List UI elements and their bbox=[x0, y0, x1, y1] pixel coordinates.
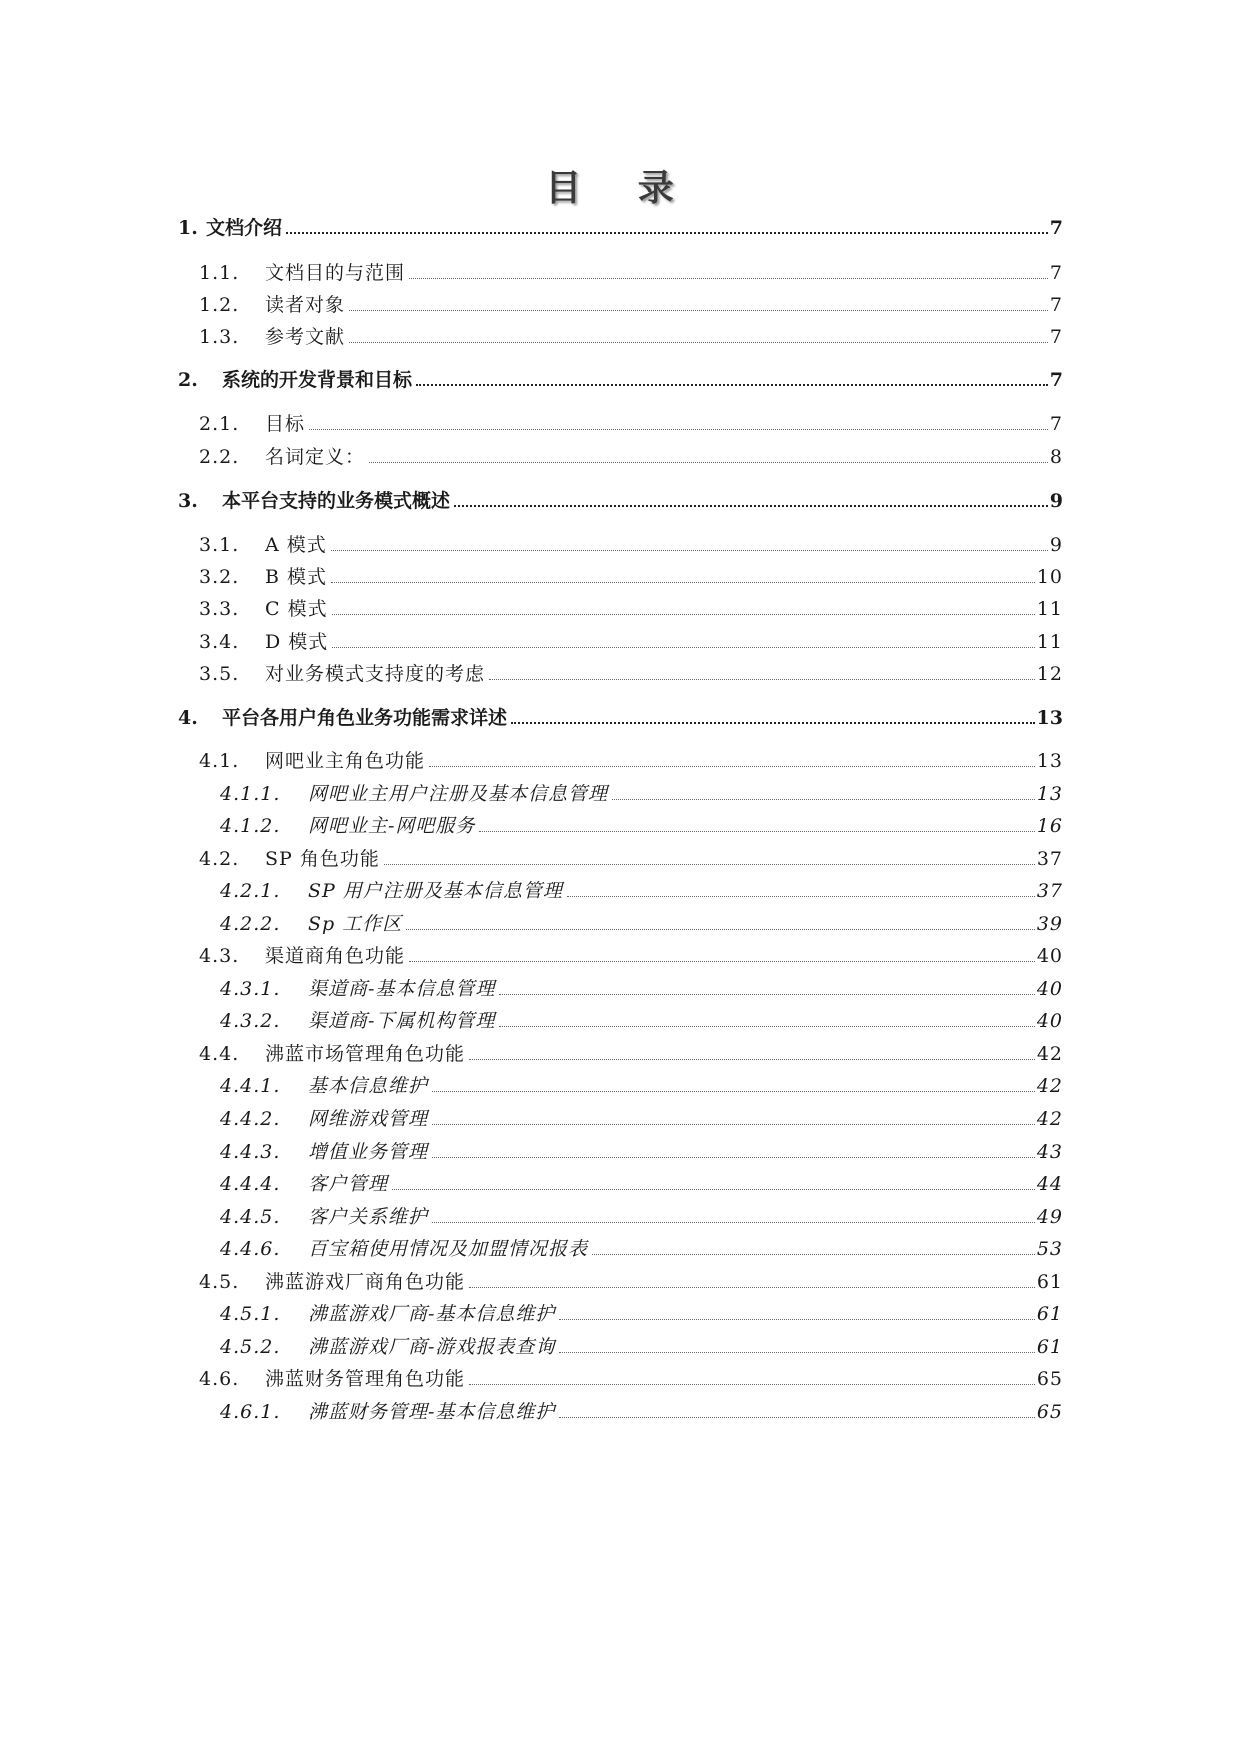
toc-entry-number: 1.2. bbox=[199, 294, 240, 316]
toc-entry-1-2[interactable] bbox=[199, 289, 1063, 317]
toc-entry-page: 61 bbox=[1036, 1303, 1063, 1325]
dot-leader bbox=[406, 928, 1035, 930]
toc-entry-page: 40 bbox=[1036, 945, 1063, 967]
dot-leader bbox=[429, 765, 1035, 767]
toc-entry-number: 4.5. bbox=[199, 1271, 240, 1293]
toc-entry-title: 网吧业主角色功能 bbox=[265, 750, 426, 772]
toc-entry-title: D 模式 bbox=[265, 631, 329, 653]
toc-entry-page: 9 bbox=[1049, 490, 1063, 512]
toc-entry-number: 3.4. bbox=[199, 631, 240, 653]
dot-leader bbox=[384, 863, 1035, 865]
toc-entry-page: 10 bbox=[1036, 566, 1063, 588]
toc-entry-1-3[interactable] bbox=[199, 321, 1063, 349]
toc-entry-4-5[interactable] bbox=[199, 1266, 1063, 1294]
toc-entry-2-2[interactable] bbox=[199, 441, 1063, 469]
toc-entry-title: 本平台支持的业务模式概述 bbox=[222, 490, 451, 512]
toc-entry-page: 16 bbox=[1036, 815, 1063, 837]
dot-leader bbox=[349, 309, 1048, 311]
toc-entry-3-3[interactable] bbox=[199, 593, 1063, 621]
dot-leader bbox=[332, 613, 1035, 615]
toc-entry-page: 9 bbox=[1049, 534, 1063, 556]
toc-title: 目 录 bbox=[545, 167, 696, 209]
dot-leader bbox=[559, 1351, 1034, 1353]
toc-entry-number: 1.3. bbox=[199, 326, 240, 348]
dot-leader bbox=[469, 1058, 1035, 1060]
toc-entry-number: 4.1.1. bbox=[220, 783, 281, 805]
toc-entry-title: A 模式 bbox=[265, 534, 327, 556]
toc-entry-page: 13 bbox=[1036, 783, 1063, 805]
toc-entry-title: 参考文献 bbox=[265, 326, 346, 348]
toc-entry-number: 4.4.6. bbox=[220, 1238, 281, 1260]
toc-entry-page: 43 bbox=[1036, 1141, 1063, 1163]
toc-entry-title: SP 用户注册及基本信息管理 bbox=[308, 880, 563, 902]
dot-leader bbox=[592, 1253, 1035, 1255]
toc-entry-4-4-2[interactable] bbox=[220, 1103, 1063, 1131]
toc-entry-title: 网吧业主用户注册及基本信息管理 bbox=[308, 783, 609, 805]
toc-entry-4-3-1[interactable] bbox=[220, 973, 1063, 1001]
dot-leader bbox=[469, 1383, 1035, 1385]
toc-entry-4-6[interactable] bbox=[199, 1363, 1063, 1391]
toc-entry-page: 11 bbox=[1036, 598, 1063, 620]
toc-entry-number: 4.3.1. bbox=[220, 978, 281, 1000]
toc-entry-title: 渠道商-基本信息管理 bbox=[308, 978, 496, 1000]
toc-entry-title: 名词定义： bbox=[265, 446, 366, 468]
toc-entry-4-1[interactable] bbox=[199, 745, 1063, 773]
toc-entry-title: 平台各用户角色业务功能需求详述 bbox=[222, 707, 508, 729]
toc-entry-title: 目标 bbox=[265, 413, 306, 435]
dot-leader bbox=[309, 428, 1048, 430]
toc-entry-title: 读者对象 bbox=[265, 294, 346, 316]
toc-entry-number: 3.3. bbox=[199, 598, 240, 620]
toc-entry-4-2-2[interactable] bbox=[220, 908, 1063, 936]
toc-entry-number: 4.1.2. bbox=[220, 815, 281, 837]
toc-entry-title: C 模式 bbox=[265, 598, 328, 620]
dot-leader bbox=[567, 895, 1035, 897]
toc-entry-number: 4.4.2. bbox=[220, 1108, 281, 1130]
toc-entry-number: 2.1. bbox=[199, 413, 240, 435]
toc-entry-page: 42 bbox=[1036, 1043, 1063, 1065]
toc-entry-title: 渠道商角色功能 bbox=[265, 945, 406, 967]
toc-entry-page: 44 bbox=[1036, 1173, 1063, 1195]
toc-entry-number: 3. bbox=[178, 490, 198, 512]
dot-leader bbox=[499, 1025, 1034, 1027]
toc-entry-title: 网吧业主-网吧服务 bbox=[308, 815, 476, 837]
toc-entry-page: 37 bbox=[1036, 848, 1063, 870]
toc-entry-4-4-6[interactable] bbox=[220, 1233, 1063, 1261]
toc-entry-3[interactable] bbox=[178, 485, 1063, 513]
toc-entry-4-4-5[interactable] bbox=[220, 1201, 1063, 1229]
toc-entry-4-2-1[interactable] bbox=[220, 875, 1063, 903]
toc-entry-number: 4.5.2. bbox=[220, 1336, 281, 1358]
dot-leader bbox=[409, 277, 1048, 279]
dot-leader bbox=[511, 721, 1035, 724]
toc-entry-number: 4.4.1. bbox=[220, 1075, 281, 1097]
toc-entry-number: 4.5.1. bbox=[220, 1303, 281, 1325]
toc-entry-number: 2. bbox=[178, 369, 198, 391]
toc-entry-title: 沸蓝市场管理角色功能 bbox=[265, 1043, 466, 1065]
toc-entry-number: 4.2. bbox=[199, 848, 240, 870]
toc-entry-page: 7 bbox=[1049, 369, 1063, 391]
dot-leader bbox=[409, 960, 1035, 962]
toc-entry-4-1-2[interactable] bbox=[220, 810, 1063, 838]
dot-leader bbox=[286, 231, 1048, 234]
toc-entry-title: 客户关系维护 bbox=[308, 1206, 429, 1228]
dot-leader bbox=[369, 461, 1048, 463]
toc-entry-page: 42 bbox=[1036, 1075, 1063, 1097]
toc-entry-title: B 模式 bbox=[265, 566, 328, 588]
toc-entry-number: 1.1. bbox=[199, 262, 240, 284]
toc-entry-title: 增值业务管理 bbox=[308, 1141, 429, 1163]
dot-leader bbox=[331, 549, 1048, 551]
toc-entry-page: 7 bbox=[1049, 294, 1063, 316]
dot-leader bbox=[612, 798, 1035, 800]
toc-entry-page: 53 bbox=[1036, 1238, 1063, 1260]
toc-entry-title: 沸蓝游戏厂商-基本信息维护 bbox=[308, 1303, 556, 1325]
toc-entry-number: 4.4.4. bbox=[220, 1173, 281, 1195]
dot-leader bbox=[432, 1221, 1035, 1223]
dot-leader bbox=[432, 1090, 1035, 1092]
toc-entry-title: 文档目的与范围 bbox=[265, 262, 406, 284]
toc-entry-title: 沸蓝财务管理-基本信息维护 bbox=[308, 1401, 556, 1423]
toc-entry-page: 61 bbox=[1036, 1271, 1063, 1293]
dot-leader bbox=[432, 1123, 1035, 1125]
toc-entry-page: 42 bbox=[1036, 1108, 1063, 1130]
toc-entry-page: 40 bbox=[1036, 1010, 1063, 1032]
toc-entry-page: 65 bbox=[1036, 1401, 1063, 1423]
toc-entry-title: 沸蓝游戏厂商-游戏报表查询 bbox=[308, 1336, 556, 1358]
toc-entry-3-2[interactable] bbox=[199, 561, 1063, 589]
toc-entry-number: 4. bbox=[178, 707, 198, 729]
toc-entry-number: 4.4. bbox=[199, 1043, 240, 1065]
toc-entry-page: 8 bbox=[1049, 446, 1063, 468]
dot-leader bbox=[454, 504, 1048, 507]
dot-leader bbox=[559, 1318, 1034, 1320]
toc-entry-4-6-1[interactable] bbox=[220, 1396, 1063, 1424]
toc-entry-number: 3.1. bbox=[199, 534, 240, 556]
dot-leader bbox=[559, 1416, 1034, 1418]
dot-leader bbox=[499, 993, 1034, 995]
toc-entry-title: 系统的开发背景和目标 bbox=[222, 369, 413, 391]
toc-entry-page: 37 bbox=[1036, 880, 1063, 902]
toc-entry-3-4[interactable] bbox=[199, 626, 1063, 654]
dot-leader bbox=[332, 646, 1035, 648]
toc-entry-title: 客户管理 bbox=[308, 1173, 389, 1195]
dot-leader bbox=[489, 678, 1035, 680]
toc-entry-4-3-2[interactable] bbox=[220, 1005, 1063, 1033]
toc-entry-number: 4.3. bbox=[199, 945, 240, 967]
toc-entry-4-4[interactable] bbox=[199, 1038, 1063, 1066]
dot-leader bbox=[392, 1188, 1035, 1190]
toc-entry-title: 对业务模式支持度的考虑 bbox=[265, 663, 486, 685]
toc-entry-title: SP 角色功能 bbox=[265, 848, 380, 870]
toc-entry-4[interactable] bbox=[178, 702, 1063, 730]
toc-entry-2-1[interactable] bbox=[199, 408, 1063, 436]
dot-leader bbox=[479, 830, 1034, 832]
dot-leader bbox=[432, 1156, 1035, 1158]
toc-entry-number: 4.3.2. bbox=[220, 1010, 281, 1032]
toc-entry-page: 61 bbox=[1036, 1336, 1063, 1358]
toc-entry-number: 4.2.1. bbox=[220, 880, 281, 902]
toc-entry-number: 3.5. bbox=[199, 663, 240, 685]
dot-leader bbox=[416, 383, 1048, 386]
toc-entry-4-1-1[interactable] bbox=[220, 778, 1063, 806]
toc-entry-4-4-4[interactable] bbox=[220, 1168, 1063, 1196]
toc-entry-page: 49 bbox=[1036, 1206, 1063, 1228]
toc-entry-1-1[interactable] bbox=[199, 257, 1063, 285]
toc-entry-4-4-3[interactable] bbox=[220, 1136, 1063, 1164]
toc-entry-title: 网维游戏管理 bbox=[308, 1108, 429, 1130]
toc-entry-4-5-2[interactable] bbox=[220, 1331, 1063, 1359]
toc-entry-2[interactable] bbox=[178, 364, 1063, 392]
toc-entry-page: 7 bbox=[1049, 413, 1063, 435]
toc-entry-3-5[interactable] bbox=[199, 658, 1063, 686]
toc-entry-number: 4.6.1. bbox=[220, 1401, 281, 1423]
toc-entry-number: 2.2. bbox=[199, 446, 240, 468]
toc-entry-number: 4.1. bbox=[199, 750, 240, 772]
toc-entry-title: 沸蓝游戏厂商角色功能 bbox=[265, 1271, 466, 1293]
toc-entry-number: 4.6. bbox=[199, 1368, 240, 1390]
toc-entry-page: 7 bbox=[1049, 262, 1063, 284]
toc-entry-title: 渠道商-下属机构管理 bbox=[308, 1010, 496, 1032]
toc-entry-title: 基本信息维护 bbox=[308, 1075, 429, 1097]
toc-entry-page: 7 bbox=[1049, 326, 1063, 348]
toc-entry-page: 12 bbox=[1036, 663, 1063, 685]
toc-entry-number: 4.4.3. bbox=[220, 1141, 281, 1163]
toc-entry-1[interactable] bbox=[178, 212, 1063, 240]
toc-entry-page: 13 bbox=[1036, 750, 1063, 772]
toc-entry-page: 39 bbox=[1036, 913, 1063, 935]
toc-entry-4-3[interactable] bbox=[199, 940, 1063, 968]
dot-leader bbox=[469, 1286, 1035, 1288]
dot-leader bbox=[349, 341, 1048, 343]
toc-entry-number: 4.4.5. bbox=[220, 1206, 281, 1228]
toc-entry-title: Sp 工作区 bbox=[308, 913, 403, 935]
toc-entry-4-5-1[interactable] bbox=[220, 1298, 1063, 1326]
toc-entry-page: 65 bbox=[1036, 1368, 1063, 1390]
toc-entry-title: 沸蓝财务管理角色功能 bbox=[265, 1368, 466, 1390]
toc-entry-title: 百宝箱使用情况及加盟情况报表 bbox=[308, 1238, 589, 1260]
toc-entry-number: 1. bbox=[178, 217, 198, 239]
toc-entry-title: 文档介绍 bbox=[206, 217, 283, 239]
toc-entry-page: 11 bbox=[1036, 631, 1063, 653]
toc-entry-3-1[interactable] bbox=[199, 529, 1063, 557]
toc-entry-number: 4.2.2. bbox=[220, 913, 281, 935]
toc-entry-page: 7 bbox=[1049, 217, 1063, 239]
toc-entry-page: 40 bbox=[1036, 978, 1063, 1000]
toc-entry-page: 13 bbox=[1036, 707, 1063, 729]
toc-entry-4-4-1[interactable] bbox=[220, 1070, 1063, 1098]
toc-entry-number: 3.2. bbox=[199, 566, 240, 588]
dot-leader bbox=[331, 581, 1035, 583]
toc-entry-4-2[interactable] bbox=[199, 843, 1063, 871]
